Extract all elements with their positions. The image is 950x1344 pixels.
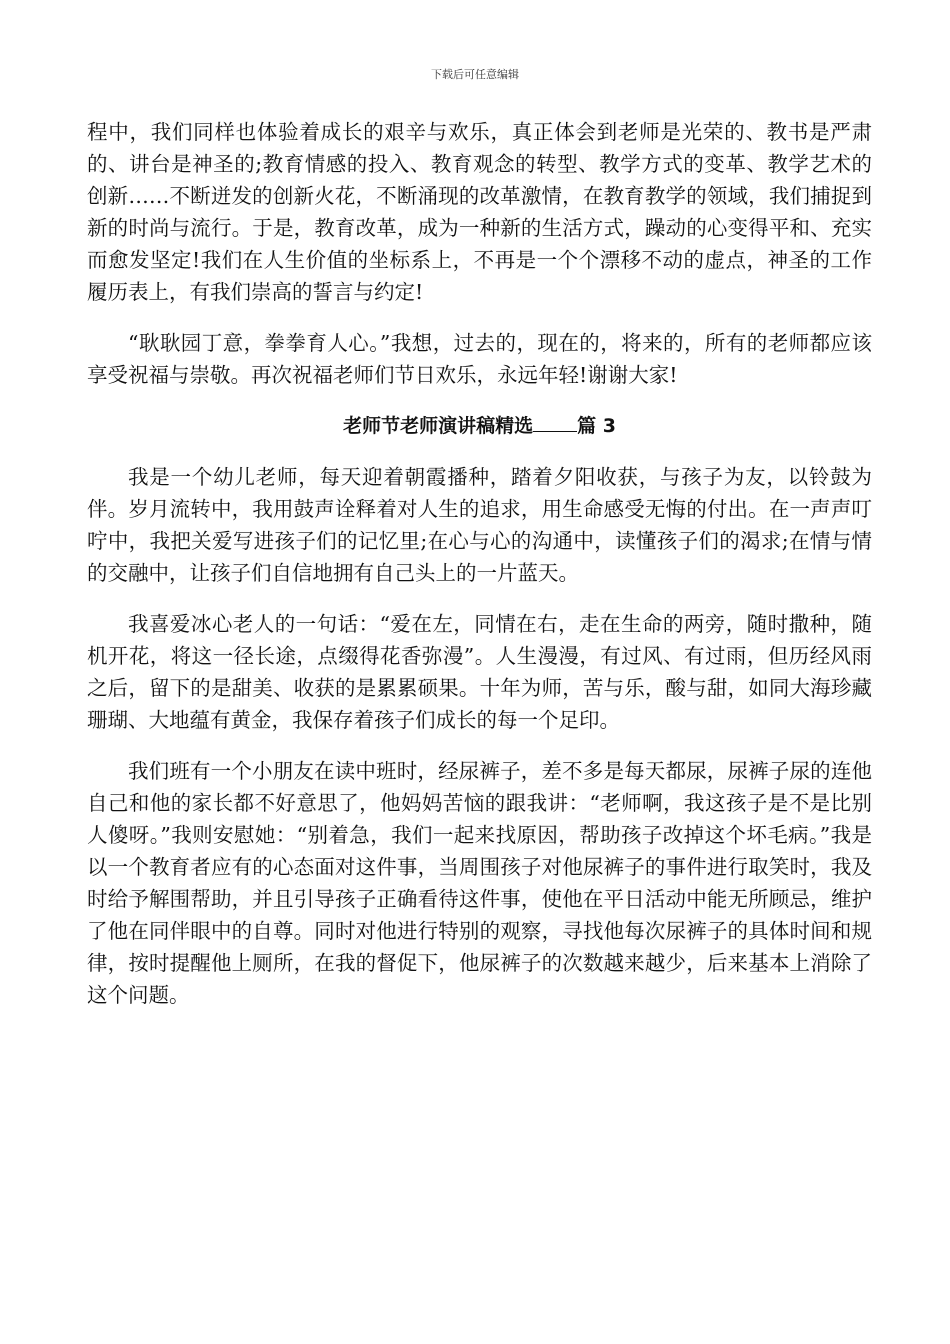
title-underline-blank xyxy=(533,413,577,432)
page-header: 下载后可任意编辑 xyxy=(431,68,519,81)
paragraph-kindergarten-teacher: 我是一个幼儿老师，每天迎着朝霞播种，踏着夕阳收获，与孩子为友，以铃鼓为伴。岁月流转中，我用鼓声诠释着对人生的追求，用生命感受无悔的付出。在一声声叮咛中，我把关爱写进孩子们的记忆里;在心与心的沟通中，读懂孩子们的渴求;在情与情的交融中，让孩子们自信地拥有自己头上的一片蓝天。 xyxy=(87,465,872,585)
paragraph-student-story: 我们班有一个小朋友在读中班时，经尿裤子，差不多是每天都尿，尿裤子尿的连他自己和他的家长都不好意思了，他妈妈苦恼的跟我讲：“老师啊，我这孩子是不是比别人傻呀。”我则安慰她：“别着急，我们一起来找原因，帮助孩子改掉这个坏毛病。”我是以一个教育者应有的心态面对这件事，当周围孩子对他尿裤子的事件进行取笑时，我及时给予解围帮助，并且引导孩子正确看待这件事，使他在平日活动中能无所顾忌，维护了他在同伴眼中的自尊。同时对他进行特别的观察，寻找他每次尿裤子的具体时间和规律，按时提醒他上厕所，在我的督促下，他尿裤子的次数越来越少，后来基本上消除了这个问题。 xyxy=(87,759,872,1007)
document-body xyxy=(87,116,872,1011)
section-title xyxy=(87,410,872,442)
section-title-prefix: 老师节老师演讲稿精选 xyxy=(343,415,534,437)
paragraph-bingxin-quote: 我喜爱冰心老人的一句话：“爱在左，同情在右，走在生命的两旁，随时撒种，随机开花，将这一径长途，点缀得花香弥漫”。人生漫漫，有过风、有过雨，但历经风雨之后，留下的是甜美、收获的是累累硕果。十年为师，苦与乐，酸与甜，如同大海珍藏珊瑚、大地蕴有黄金，我保存着孩子们成长的每一个足印。 xyxy=(87,612,872,732)
paragraph-closing: “耿耿园丁意，拳拳育人心。”我想，过去的，现在的，将来的，所有的老师都应该享受祝福与崇敬。再次祝福老师们节日欢乐，永远年轻!谢谢大家! xyxy=(87,331,872,387)
section-title-suffix: 篇 3 xyxy=(577,415,616,437)
paragraph-continuation: 程中，我们同样也体验着成长的艰辛与欢乐，真正体会到老师是光荣的、教书是严肃的、讲台是神圣的;教育情感的投入、教育观念的转型、教学方式的变革、教学艺术的创新……不断迸发的创新火花，不断涌现的改革激情，在教育教学的领域，我们捕捉到新的时尚与流行。于是，教育改革，成为一种新的生活方式，躁动的心变得平和、充实而愈发坚定!我们在人生价值的坐标系上，不再是一个个漂移不动的虚点，神圣的工作履历表上，有我们崇高的誓言与约定! xyxy=(87,120,872,304)
